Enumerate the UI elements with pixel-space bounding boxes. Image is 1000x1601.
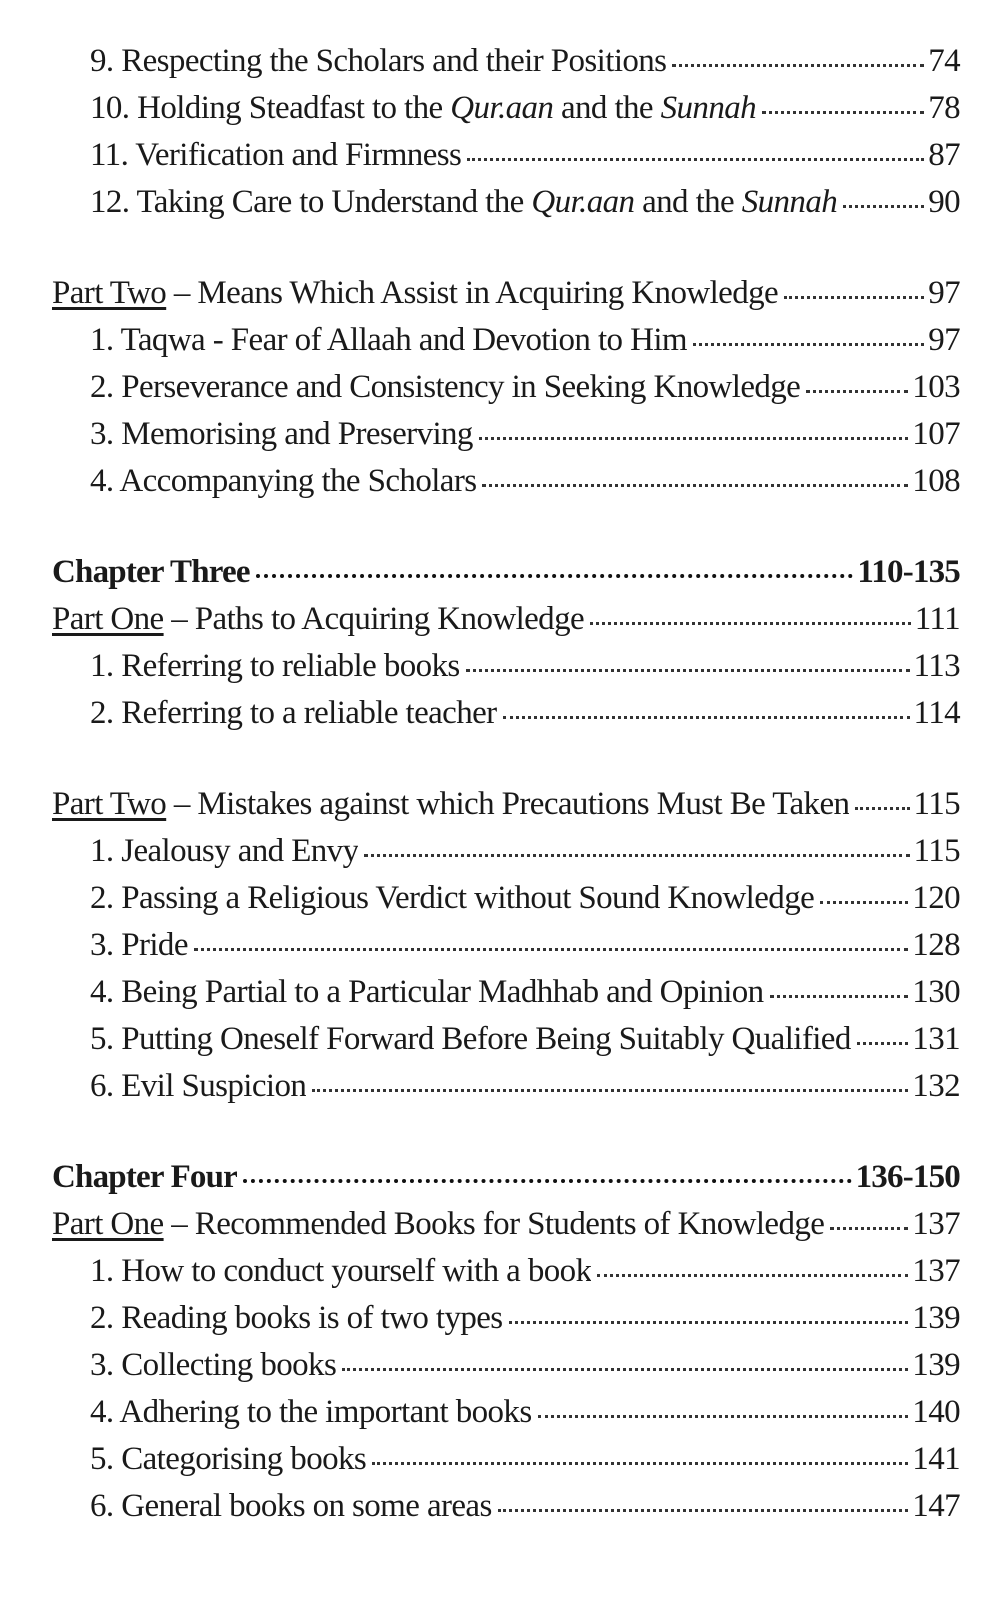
dot-leader	[597, 1274, 908, 1277]
entry-page-number: 137	[912, 1253, 960, 1289]
dot-leader	[243, 1179, 852, 1183]
toc-entry[interactable]	[52, 132, 960, 179]
dot-leader	[820, 901, 908, 904]
entry-number: 6.	[90, 1488, 114, 1524]
chapter-title: Chapter Four	[52, 1159, 238, 1195]
part-title: – Recommended Books for Students of Knowledge	[163, 1206, 825, 1242]
entry-page-number: 120	[912, 880, 960, 916]
toc-entry[interactable]	[52, 1389, 960, 1436]
entry-number: 5.	[90, 1021, 114, 1057]
entry-page-number: 97	[928, 322, 960, 358]
dot-leader	[762, 111, 924, 114]
entry-page-number: 128	[912, 927, 960, 963]
entry-title: Jealousy and Envy	[121, 833, 359, 869]
toc-part-heading[interactable]	[52, 270, 960, 317]
entry-page-number: 108	[912, 463, 960, 499]
toc-entry[interactable]	[52, 458, 960, 505]
toc-entry[interactable]	[52, 969, 960, 1016]
dot-leader	[498, 1509, 909, 1512]
entry-title-italic: Sunnah	[741, 184, 838, 220]
entry-page-number: 78	[928, 90, 960, 126]
dot-leader	[538, 1415, 909, 1418]
chapter-title: Chapter Three	[52, 554, 250, 590]
part-page-number: 137	[912, 1206, 960, 1242]
entry-title: Referring to a reliable teacher	[121, 695, 497, 731]
entry-title: Adhering to the important books	[119, 1394, 532, 1430]
entry-page-number: 74	[928, 43, 960, 79]
toc-entry[interactable]	[52, 690, 960, 737]
entry-title: How to conduct yourself with a book	[121, 1253, 592, 1289]
entry-page-number: 90	[928, 184, 960, 220]
entry-title: Referring to reliable books	[121, 648, 460, 684]
dot-leader	[855, 807, 909, 810]
toc-chapter-heading[interactable]	[52, 1154, 960, 1201]
entry-title: Pride	[121, 927, 188, 963]
dot-leader	[503, 716, 910, 719]
entry-number: 1.	[90, 833, 114, 869]
entry-title: Passing a Religious Verdict without Sound Knowledge	[121, 880, 815, 916]
part-title: – Paths to Acquiring Knowledge	[163, 601, 585, 637]
dot-leader	[830, 1227, 908, 1230]
entry-number: 4.	[90, 1394, 114, 1430]
entry-title: Collecting books	[121, 1347, 337, 1383]
dot-leader	[857, 1042, 909, 1045]
dot-leader	[342, 1368, 908, 1371]
entry-page-number: 130	[912, 974, 960, 1010]
entry-page-number: 132	[912, 1068, 960, 1104]
entry-number: 11.	[90, 137, 129, 173]
part-label: Part One	[52, 601, 164, 637]
entry-number: 2.	[90, 695, 114, 731]
entry-title-italic: Qur.aan	[450, 90, 554, 126]
entry-number: 5.	[90, 1441, 114, 1477]
dot-leader	[256, 574, 854, 578]
dot-leader	[479, 437, 908, 440]
toc-entry[interactable]	[52, 179, 960, 226]
entry-title: Verification and Firmness	[135, 137, 462, 173]
entry-title-italic: Sunnah	[660, 90, 757, 126]
toc-entry[interactable]	[52, 317, 960, 364]
dot-leader	[784, 296, 924, 299]
entry-number: 2.	[90, 1300, 114, 1336]
part-page-number: 111	[914, 601, 960, 637]
dot-leader	[194, 948, 908, 951]
dot-leader	[693, 343, 924, 346]
dot-leader	[806, 390, 908, 393]
dot-leader	[770, 995, 909, 998]
part-page-number: 115	[913, 786, 960, 822]
part-label: Part One	[52, 1206, 164, 1242]
entry-title-part: and the	[553, 90, 661, 126]
toc-entry[interactable]	[52, 922, 960, 969]
entry-number: 1.	[90, 322, 114, 358]
entry-number: 10.	[90, 90, 130, 126]
entry-title: Categorising books	[121, 1441, 367, 1477]
entry-title: Being Partial to a Particular Madhhab and Opinion	[121, 974, 764, 1010]
entry-title-italic: Qur.aan	[531, 184, 635, 220]
entry-title: Respecting the Scholars and their Positions	[121, 43, 667, 79]
entry-title-part: and the	[634, 184, 742, 220]
entry-number: 12.	[90, 184, 130, 220]
entry-number: 6.	[90, 1068, 114, 1104]
toc-section-chapter-three	[52, 549, 960, 737]
toc-entry[interactable]	[52, 1016, 960, 1063]
entry-number: 9.	[90, 43, 114, 79]
entry-page-number: 141	[912, 1441, 960, 1477]
entry-page-number: 115	[913, 833, 960, 869]
entry-title-part: Taking Care to Understand the	[136, 184, 532, 220]
toc-entry[interactable]	[52, 1342, 960, 1389]
dot-leader	[672, 64, 924, 67]
toc-entry[interactable]	[52, 1248, 960, 1295]
entry-title-part: Holding Steadfast to the	[137, 90, 451, 126]
toc-entry[interactable]	[52, 875, 960, 922]
toc-part-heading[interactable]	[52, 596, 960, 643]
toc-section-part-one-continued	[52, 38, 960, 226]
entry-number: 4.	[90, 463, 114, 499]
toc-entry[interactable]	[52, 1295, 960, 1342]
dot-leader	[364, 854, 909, 857]
dot-leader	[372, 1462, 908, 1465]
entry-number: 2.	[90, 880, 114, 916]
toc-entry[interactable]	[52, 643, 960, 690]
toc-entry[interactable]	[52, 1063, 960, 1110]
entry-title: Evil Suspicion	[121, 1068, 307, 1104]
entry-title: Perseverance and Consistency in Seeking Knowledge	[121, 369, 801, 405]
dot-leader	[509, 1321, 909, 1324]
toc-entry[interactable]	[52, 828, 960, 875]
entry-title: Accompanying the Scholars	[119, 463, 477, 499]
toc-entry[interactable]	[52, 38, 960, 85]
entry-title: Memorising and Preserving	[121, 416, 473, 452]
dot-leader	[590, 622, 911, 625]
part-title: – Means Which Assist in Acquiring Knowledge	[166, 275, 779, 311]
toc-entry[interactable]	[52, 85, 960, 132]
toc-entry[interactable]	[52, 411, 960, 458]
dot-leader	[843, 205, 924, 208]
toc-entry[interactable]	[52, 364, 960, 411]
entry-page-number: 139	[912, 1347, 960, 1383]
entry-page-number: 107	[912, 416, 960, 452]
toc-section-part-two-mistakes	[52, 781, 960, 1110]
entry-page-number: 140	[912, 1394, 960, 1430]
entry-page-number: 103	[912, 369, 960, 405]
dot-leader	[466, 669, 910, 672]
entry-number: 3.	[90, 927, 114, 963]
toc-entry[interactable]	[52, 1483, 960, 1530]
part-label: Part Two	[52, 275, 167, 311]
chapter-page-range: 136-150	[855, 1159, 960, 1195]
dot-leader	[312, 1089, 908, 1092]
entry-number: 3.	[90, 1347, 114, 1383]
part-page-number: 97	[928, 275, 960, 311]
entry-page-number: 131	[912, 1021, 960, 1057]
entry-title: Reading books is of two types	[121, 1300, 503, 1336]
entry-title: Putting Oneself Forward Before Being Suitably Qualified	[121, 1021, 851, 1057]
chapter-page-range: 110-135	[857, 554, 960, 590]
toc-chapter-heading[interactable]	[52, 549, 960, 596]
entry-number: 1.	[90, 648, 114, 684]
part-title: – Mistakes against which Precautions Must Be Taken	[166, 786, 850, 822]
entry-page-number: 114	[913, 695, 960, 731]
part-label: Part Two	[52, 786, 167, 822]
entry-page-number: 87	[928, 137, 960, 173]
toc-part-heading[interactable]	[52, 1201, 960, 1248]
entry-title: General books on some areas	[121, 1488, 492, 1524]
toc-entry[interactable]	[52, 1436, 960, 1483]
toc-section-chapter-four	[52, 1154, 960, 1530]
toc-part-heading[interactable]	[52, 781, 960, 828]
entry-number: 1.	[90, 1253, 114, 1289]
entry-page-number: 139	[912, 1300, 960, 1336]
dot-leader	[467, 158, 924, 161]
entry-number: 3.	[90, 416, 114, 452]
entry-number: 4.	[90, 974, 114, 1010]
entry-number: 2.	[90, 369, 114, 405]
entry-page-number: 113	[913, 648, 960, 684]
entry-title: Taqwa - Fear of Allaah and Devotion to Him	[120, 322, 687, 358]
entry-page-number: 147	[912, 1488, 960, 1524]
dot-leader	[482, 484, 908, 487]
toc-section-part-two	[52, 270, 960, 505]
